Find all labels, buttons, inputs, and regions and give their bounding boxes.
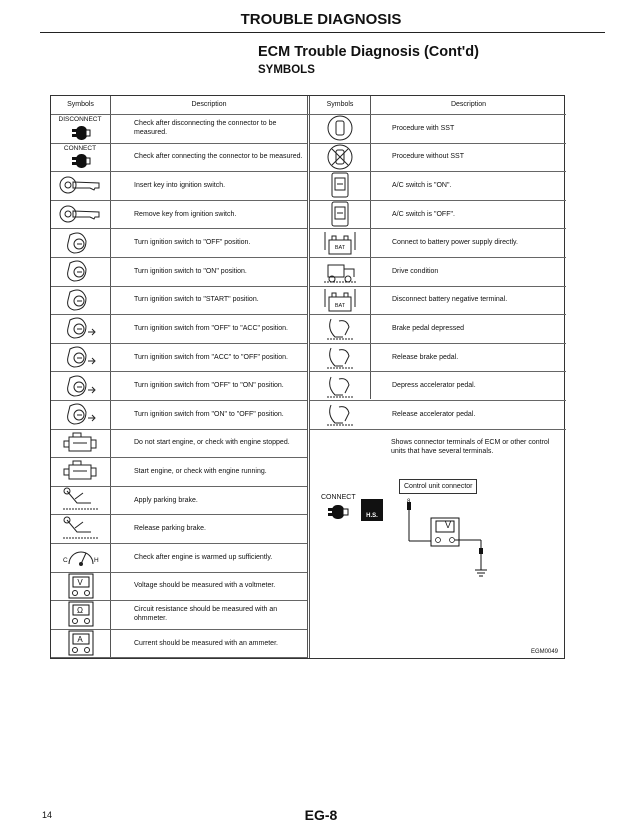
gauge-hot-label: H [94, 557, 99, 564]
ignition-on-off-icon [51, 400, 110, 429]
symbol-description: Turn ignition switch from "OFF" to "ACC" position. [134, 324, 289, 332]
ignition-acc-off-icon [51, 343, 110, 372]
connect-icon [326, 502, 350, 522]
symbol-description: Brake pedal depressed [392, 324, 464, 332]
drive-condition-icon [310, 257, 370, 286]
symbol-description: A/C switch is "OFF". [392, 210, 455, 218]
insert-key-icon [51, 171, 110, 200]
symbol-description: Voltage should be measured with a voltmeter. [134, 582, 276, 590]
symbol-description: Connect to battery power supply directly. [392, 239, 518, 247]
brake-depressed-icon [310, 314, 370, 343]
symbol-description: Do not start engine, or check with engine stopped. [134, 439, 290, 447]
header-rule [40, 32, 605, 33]
symbol-description: Circuit resistance should be measured with an ohmmeter. [134, 606, 278, 623]
battery-label: BAT [334, 302, 346, 309]
symbol-description: Remove key from ignition switch. [134, 210, 237, 218]
symbols-table [50, 95, 565, 659]
symbol-description: Turn ignition switch from "OFF" to "ON" position. [134, 382, 284, 390]
battery-label: BAT [334, 245, 346, 252]
disconnect-connector-icon [51, 123, 110, 143]
ac-switch-on-icon [310, 171, 370, 200]
symbol-description: Release accelerator pedal. [392, 410, 476, 418]
row-divider [310, 429, 566, 430]
ignition-start-icon [51, 286, 110, 315]
col-divider [110, 96, 111, 658]
symbol-description: Drive condition [392, 267, 439, 275]
meter-symbol: Ω [77, 606, 83, 616]
engine-running-icon [51, 457, 110, 486]
symbol-description: Turn ignition switch to "OFF" position. [134, 239, 251, 247]
figure-code: EGM0049 [530, 649, 558, 655]
col-header-symbols-right: Symbols [326, 101, 354, 108]
page-header-title: TROUBLE DIAGNOSIS [240, 11, 402, 28]
accelerator-release-icon [310, 400, 370, 429]
symbol-description: Current should be measured with an ammeter. [134, 639, 278, 647]
symbol-description: Release brake pedal. [392, 353, 459, 361]
connect-connector-icon [51, 152, 110, 172]
symbol-description: Depress accelerator pedal. [392, 382, 476, 390]
symbol-description: A/C switch is "ON". [392, 181, 452, 189]
page-number: 14 [42, 810, 53, 820]
symbol-description: Turn ignition switch from "ACC" to "OFF" position. [134, 353, 289, 361]
symbol-label: DISCONNECT [58, 116, 102, 123]
symbol-description: Start engine, or check with engine running. [134, 467, 267, 475]
symbol-description: Check after connecting the connector to be measured. [134, 153, 303, 161]
ignition-off-icon [51, 228, 110, 257]
gauge-cold-label: C [63, 557, 68, 564]
control-unit-connector-label: Control unit connector [399, 479, 477, 494]
symbol-description: Insert key into ignition switch. [134, 181, 226, 189]
ignition-off-acc-icon [51, 314, 110, 343]
accelerator-depress-icon [310, 371, 370, 400]
col-divider [370, 96, 371, 399]
symbol-description: Disconnect battery negative terminal. [392, 296, 508, 304]
row-divider [51, 657, 307, 658]
brake-released-icon [310, 343, 370, 372]
symbol-description: Release parking brake. [134, 525, 206, 533]
col-header-symbols-left: Symbols [67, 101, 94, 108]
section-subtitle: SYMBOLS [258, 64, 315, 76]
engine-stopped-icon [51, 429, 110, 458]
col-header-description-right: Description [450, 101, 486, 108]
temperature-gauge-icon [51, 543, 110, 572]
col-header-description-left: Description [191, 101, 227, 108]
hs-icon [361, 499, 383, 521]
symbol-description: Turn ignition switch to "ON" position. [134, 267, 247, 275]
symbol-label: CONNECT [63, 144, 97, 152]
procedure-without-sst-icon [310, 143, 370, 172]
page-code: EG-8 [304, 807, 338, 823]
ignition-on-icon [51, 257, 110, 286]
terminal-note: Shows connector terminals of ECM or other control units that have several terminals. [391, 439, 550, 455]
procedure-with-sst-icon [310, 114, 370, 143]
battery-disconnect-icon [310, 286, 370, 315]
meter-symbol: V [77, 577, 83, 587]
remove-key-icon [51, 200, 110, 229]
battery-direct-icon [310, 228, 370, 257]
meter-symbol: A [77, 634, 83, 644]
symbol-description: Procedure without SST [392, 153, 464, 161]
ac-switch-off-icon [310, 200, 370, 229]
symbol-description: Turn ignition switch from "ON" to "OFF" position. [134, 410, 284, 418]
hs-label: H.S. [366, 513, 378, 519]
apply-parking-brake-icon [51, 486, 110, 515]
symbol-description: Apply parking brake. [134, 496, 198, 504]
symbol-description: Turn ignition switch to "START" position. [134, 296, 259, 304]
connect-label: CONNECT [321, 494, 356, 501]
symbol-description: Procedure with SST [392, 124, 455, 132]
section-title: ECM Trouble Diagnosis (Cont'd) [258, 44, 479, 60]
symbol-description: Check after engine is warmed up sufficiently. [134, 553, 273, 561]
release-parking-brake-icon [51, 514, 110, 543]
voltmeter-circuit-diagram [401, 496, 511, 586]
symbol-description: Check after disconnecting the connector to be measured. [134, 120, 277, 137]
ignition-off-on-icon [51, 371, 110, 400]
diagram-meter-symbol: V [444, 520, 451, 530]
